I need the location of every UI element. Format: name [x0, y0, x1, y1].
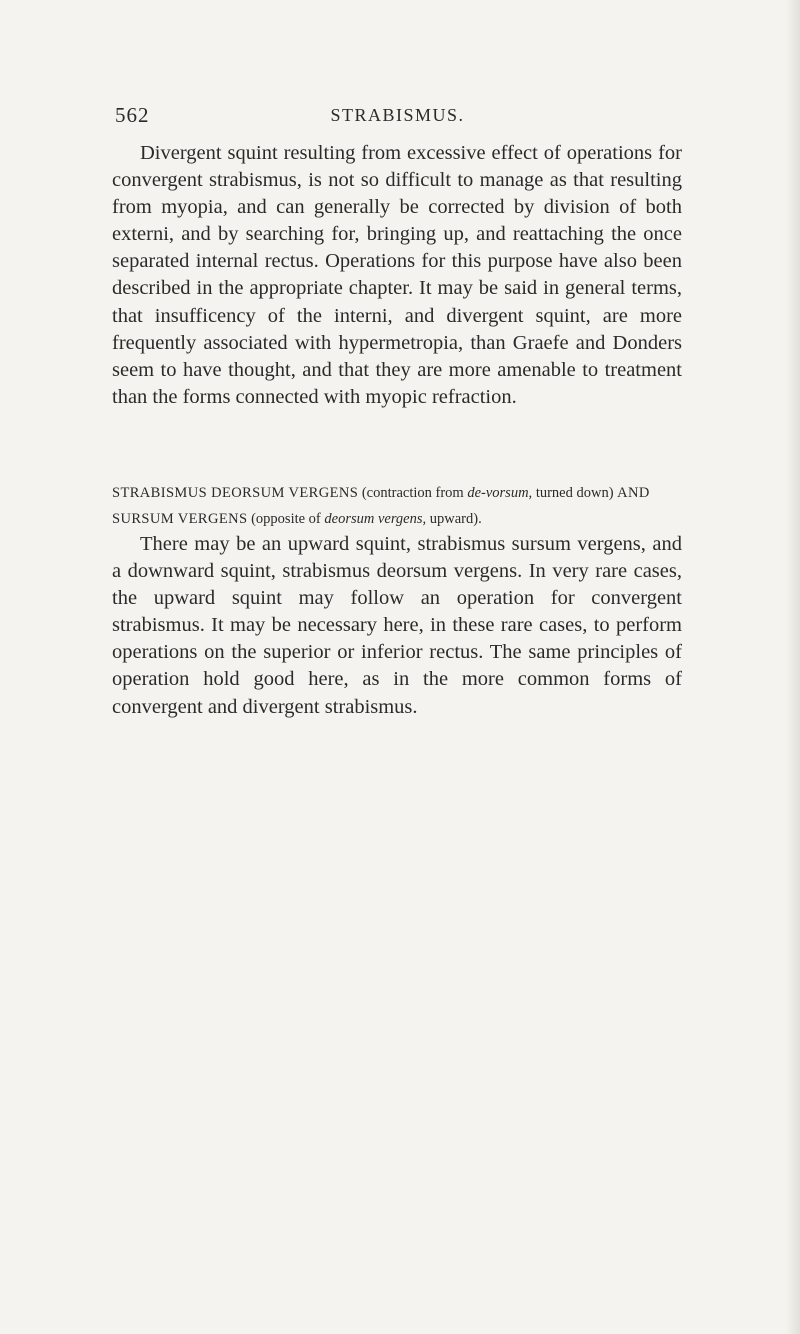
running-title: STRABISMUS. — [330, 105, 465, 125]
page-edge-shadow — [786, 0, 800, 1334]
heading-gloss-down: turned down) — [532, 485, 618, 501]
paragraph-divergent-squint: Divergent squint resulting from excessive effect of operations for convergent strabismus, is not so difficult to manage as that resulting from myopia, and can generally be corrected by division of both externi, and by searching for, bringing up, and reattaching the once separated internal rectus. Operations for this purpose have also been described in the appropriate chapter. It may be said in general terms, that insufficency of the interni, and divergent squint, are more frequently associated with hypermetropia, than Graefe and Donders seem to have thought, and that they are more amenable to treatment than the forms connected with myopic refraction. — [112, 142, 682, 408]
heading-paren-opposite: (opposite of — [247, 511, 325, 527]
heading-term-deorsum-vergens: deorsum vergens, — [324, 511, 427, 527]
heading-title-sursum: AND SURSUM VERGENS — [112, 485, 650, 527]
page-number: 562 — [115, 103, 150, 127]
heading-gloss-up: upward). — [426, 511, 482, 527]
page-header — [115, 103, 680, 133]
heading-paren-open: (contraction from — [358, 485, 468, 501]
section-heading — [112, 480, 682, 532]
heading-title-deorsum: STRABISMUS DEORSUM VERGENS — [112, 485, 359, 501]
heading-term-devorsum: de-vorsum, — [467, 485, 533, 501]
paragraph-vertical-squint: There may be an upward squint, strabismus sursum vergens, and a downward squint, strabismus deorsum vergens. In very rare cases, the upward squint may follow an operation for convergent strabismus. It may be necessary here, in these rare cases, to perform operations on the superior or inferior rectus. The same principles of operation hold good here, as in the more common forms of convergent and divergent strabismus. — [112, 533, 682, 718]
